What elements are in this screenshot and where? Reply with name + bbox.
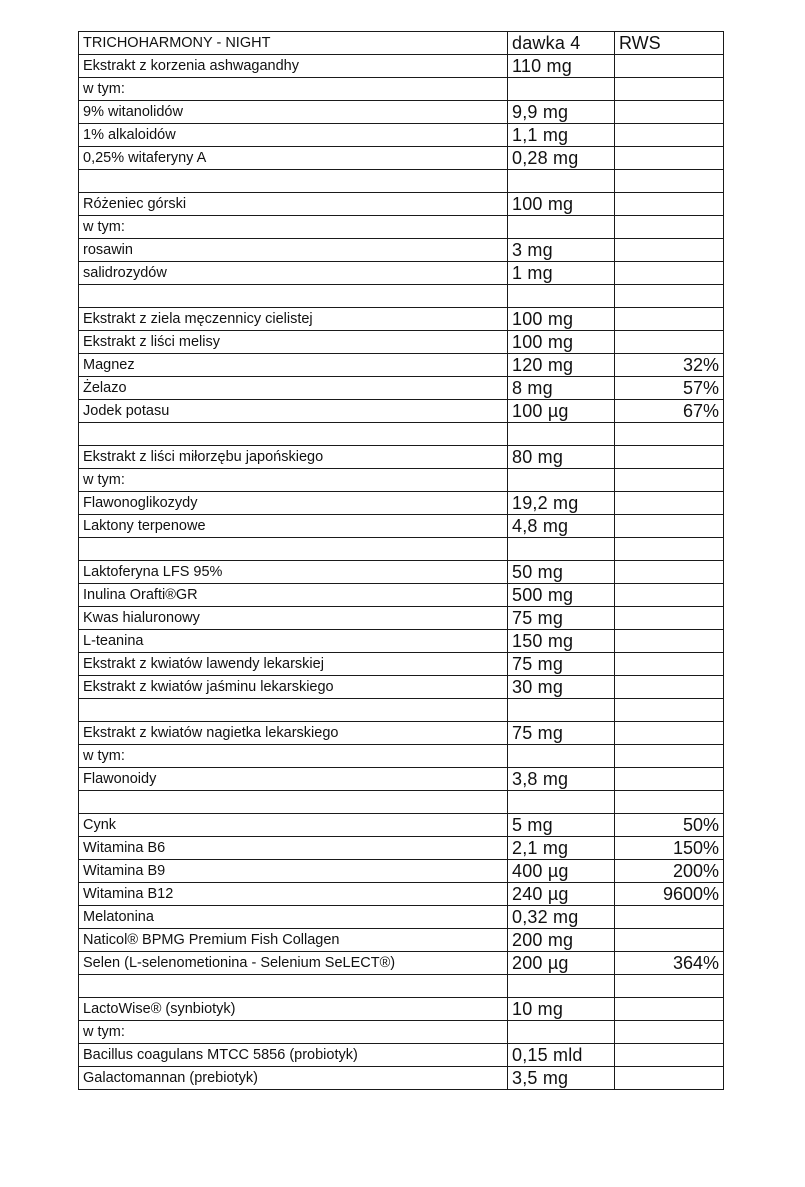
rws-cell [615, 515, 724, 538]
table-row [79, 952, 724, 975]
dose-cell: 3,8 mg [508, 768, 615, 791]
table-row [79, 929, 724, 952]
ingredient-name-cell: 9% witanolidów [79, 101, 508, 124]
rws-cell [615, 492, 724, 515]
dose-cell: 150 mg [508, 630, 615, 653]
table-row [79, 285, 724, 308]
dose-cell: 75 mg [508, 722, 615, 745]
dose-cell [508, 975, 615, 998]
table-row [79, 1067, 724, 1090]
table-row [79, 101, 724, 124]
rws-cell [615, 768, 724, 791]
rws-cell [615, 170, 724, 193]
dose-cell [508, 170, 615, 193]
rws-cell [615, 561, 724, 584]
ingredient-name-cell [79, 285, 508, 308]
dose-cell: 9,9 mg [508, 101, 615, 124]
dose-cell: 2,1 mg [508, 837, 615, 860]
dose-cell [508, 216, 615, 239]
rws-cell [615, 630, 724, 653]
table-row [79, 170, 724, 193]
dose-column-header: dawka 4 [508, 32, 615, 55]
dose-cell: 100 mg [508, 331, 615, 354]
ingredient-name-cell: Różeniec górski [79, 193, 508, 216]
rws-cell [615, 929, 724, 952]
ingredient-name-cell: Cynk [79, 814, 508, 837]
rws-cell [615, 469, 724, 492]
dose-cell [508, 699, 615, 722]
ingredient-name-cell: Ekstrakt z kwiatów nagietka lekarskiego [79, 722, 508, 745]
table-row [79, 998, 724, 1021]
rws-cell: 150% [615, 837, 724, 860]
ingredient-name-cell: LactoWise® (synbiotyk) [79, 998, 508, 1021]
rws-cell [615, 193, 724, 216]
ingredient-name-cell: Flawonoglikozydy [79, 492, 508, 515]
rws-cell [615, 308, 724, 331]
dose-cell: 0,28 mg [508, 147, 615, 170]
table-row [79, 423, 724, 446]
rws-cell [615, 239, 724, 262]
dose-cell: 3 mg [508, 239, 615, 262]
dose-cell [508, 285, 615, 308]
rws-column-header: RWS [615, 32, 724, 55]
table-row [79, 837, 724, 860]
dose-cell [508, 78, 615, 101]
rws-cell [615, 653, 724, 676]
dose-cell: 0,15 mld [508, 1044, 615, 1067]
rws-cell [615, 791, 724, 814]
dose-cell: 400 µg [508, 860, 615, 883]
ingredient-name-cell: Galactomannan (prebiotyk) [79, 1067, 508, 1090]
ingredient-name-cell: Bacillus coagulans MTCC 5856 (probiotyk) [79, 1044, 508, 1067]
ingredient-name-cell: Żelazo [79, 377, 508, 400]
ingredient-name-cell: Witamina B9 [79, 860, 508, 883]
ingredient-name-cell: 0,25% witaferyny A [79, 147, 508, 170]
dose-cell: 0,32 mg [508, 906, 615, 929]
rws-cell [615, 1067, 724, 1090]
dose-cell: 200 µg [508, 952, 615, 975]
table-row [79, 124, 724, 147]
rws-cell: 200% [615, 860, 724, 883]
rws-cell [615, 216, 724, 239]
table-row [79, 791, 724, 814]
table-row [79, 860, 724, 883]
rws-cell [615, 423, 724, 446]
table-row [79, 308, 724, 331]
ingredient-name-cell: Ekstrakt z korzenia ashwagandhy [79, 55, 508, 78]
rws-cell [615, 285, 724, 308]
ingredient-name-cell: rosawin [79, 239, 508, 262]
ingredient-name-cell: Ekstrakt z liści miłorzębu japońskiego [79, 446, 508, 469]
table-row [79, 492, 724, 515]
table-body [79, 32, 724, 1090]
rws-cell: 9600% [615, 883, 724, 906]
dose-cell: 30 mg [508, 676, 615, 699]
dose-cell: 1,1 mg [508, 124, 615, 147]
rws-cell [615, 101, 724, 124]
table-row [79, 584, 724, 607]
table-row [79, 630, 724, 653]
dose-cell: 50 mg [508, 561, 615, 584]
rws-cell [615, 55, 724, 78]
rws-cell: 364% [615, 952, 724, 975]
rws-cell [615, 147, 724, 170]
dose-cell: 240 µg [508, 883, 615, 906]
table-row [79, 1021, 724, 1044]
rws-cell: 57% [615, 377, 724, 400]
rws-cell [615, 446, 724, 469]
ingredient-name-cell [79, 975, 508, 998]
table-row [79, 906, 724, 929]
ingredient-name-cell: Jodek potasu [79, 400, 508, 423]
table-row [79, 469, 724, 492]
dose-cell: 100 mg [508, 308, 615, 331]
ingredient-name-cell: 1% alkaloidów [79, 124, 508, 147]
dose-cell: 75 mg [508, 653, 615, 676]
rws-cell [615, 538, 724, 561]
dose-cell: 100 mg [508, 193, 615, 216]
rws-cell [615, 722, 724, 745]
table-header-row [79, 32, 724, 55]
dose-cell: 500 mg [508, 584, 615, 607]
ingredient-name-cell: Ekstrakt z liści melisy [79, 331, 508, 354]
table-row [79, 745, 724, 768]
ingredient-name-cell [79, 170, 508, 193]
ingredient-name-cell: Naticol® BPMG Premium Fish Collagen [79, 929, 508, 952]
table-row [79, 607, 724, 630]
rws-cell: 32% [615, 354, 724, 377]
table-row [79, 354, 724, 377]
rws-cell: 67% [615, 400, 724, 423]
rws-cell [615, 906, 724, 929]
dose-cell [508, 423, 615, 446]
ingredient-name-cell: w tym: [79, 745, 508, 768]
ingredient-name-cell: Ekstrakt z kwiatów lawendy lekarskiej [79, 653, 508, 676]
rws-cell [615, 676, 724, 699]
ingredient-name-cell: Inulina Orafti®GR [79, 584, 508, 607]
rws-cell [615, 699, 724, 722]
product-title: TRICHOHARMONY - NIGHT [79, 32, 508, 55]
dose-cell: 3,5 mg [508, 1067, 615, 1090]
rws-cell [615, 607, 724, 630]
ingredient-name-cell [79, 791, 508, 814]
ingredient-name-cell [79, 538, 508, 561]
table-row [79, 147, 724, 170]
ingredient-name-cell: Flawonoidy [79, 768, 508, 791]
ingredient-name-cell: L-teanina [79, 630, 508, 653]
rws-cell [615, 584, 724, 607]
dose-cell: 4,8 mg [508, 515, 615, 538]
table-row [79, 515, 724, 538]
rws-cell [615, 262, 724, 285]
ingredient-name-cell: Ekstrakt z kwiatów jaśminu lekarskiego [79, 676, 508, 699]
rws-cell [615, 1021, 724, 1044]
table-row [79, 538, 724, 561]
supplement-table [78, 31, 724, 1090]
table-row [79, 262, 724, 285]
dose-cell: 75 mg [508, 607, 615, 630]
dose-cell [508, 791, 615, 814]
table-row [79, 653, 724, 676]
dose-cell: 100 µg [508, 400, 615, 423]
ingredient-name-cell: Melatonina [79, 906, 508, 929]
table-row [79, 699, 724, 722]
ingredient-name-cell: Witamina B6 [79, 837, 508, 860]
table-row [79, 768, 724, 791]
dose-cell: 19,2 mg [508, 492, 615, 515]
dose-cell: 1 mg [508, 262, 615, 285]
table-row [79, 722, 724, 745]
table-row [79, 561, 724, 584]
ingredient-name-cell [79, 423, 508, 446]
table-row [79, 331, 724, 354]
dose-cell [508, 1021, 615, 1044]
dose-cell [508, 469, 615, 492]
table-row [79, 446, 724, 469]
table-row [79, 193, 724, 216]
table-row [79, 239, 724, 262]
ingredient-name-cell: Magnez [79, 354, 508, 377]
ingredient-name-cell: Laktoferyna LFS 95% [79, 561, 508, 584]
dose-cell [508, 538, 615, 561]
table-row [79, 883, 724, 906]
table-row [79, 377, 724, 400]
ingredient-name-cell: Ekstrakt z ziela męczennicy cielistej [79, 308, 508, 331]
table-row [79, 55, 724, 78]
ingredient-name-cell: Laktony terpenowe [79, 515, 508, 538]
ingredient-name-cell: salidrozydów [79, 262, 508, 285]
table-row [79, 400, 724, 423]
ingredient-name-cell: Selen (L-selenometionina - Selenium SeLECT®) [79, 952, 508, 975]
ingredient-name-cell: Kwas hialuronowy [79, 607, 508, 630]
table-row [79, 975, 724, 998]
table-row [79, 1044, 724, 1067]
rws-cell [615, 975, 724, 998]
rws-cell [615, 331, 724, 354]
rws-cell [615, 998, 724, 1021]
ingredient-name-cell: Witamina B12 [79, 883, 508, 906]
ingredient-name-cell: w tym: [79, 216, 508, 239]
rws-cell [615, 745, 724, 768]
dose-cell: 120 mg [508, 354, 615, 377]
rws-cell [615, 124, 724, 147]
ingredient-name-cell: w tym: [79, 78, 508, 101]
ingredient-name-cell: w tym: [79, 1021, 508, 1044]
dose-cell: 5 mg [508, 814, 615, 837]
rws-cell [615, 78, 724, 101]
rws-cell: 50% [615, 814, 724, 837]
dose-cell: 80 mg [508, 446, 615, 469]
table-row [79, 676, 724, 699]
rws-cell [615, 1044, 724, 1067]
dose-cell: 200 mg [508, 929, 615, 952]
table-row [79, 814, 724, 837]
ingredient-name-cell [79, 699, 508, 722]
dose-cell: 8 mg [508, 377, 615, 400]
dose-cell: 10 mg [508, 998, 615, 1021]
table-row [79, 216, 724, 239]
dose-cell: 110 mg [508, 55, 615, 78]
ingredient-name-cell: w tym: [79, 469, 508, 492]
dose-cell [508, 745, 615, 768]
table-row [79, 78, 724, 101]
